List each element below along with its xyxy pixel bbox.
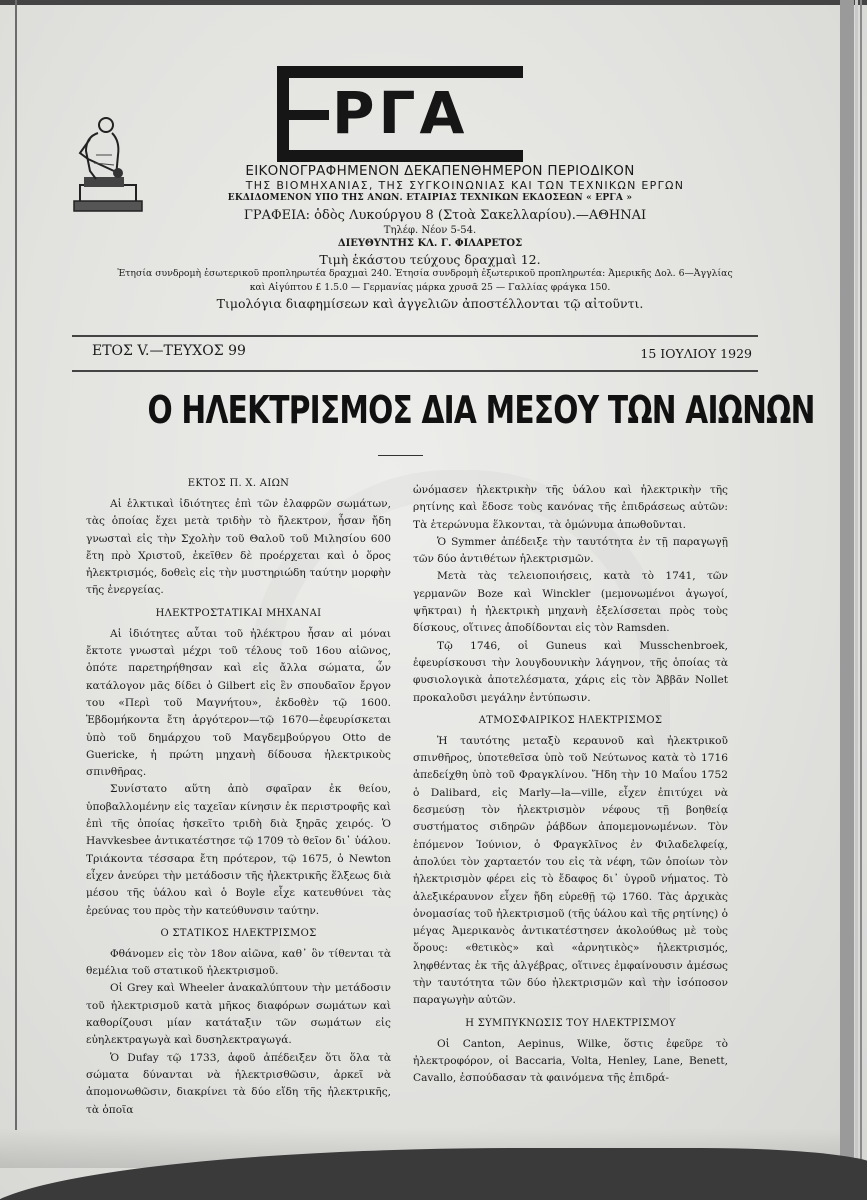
book-spine-edge-highlight [855,0,858,1200]
issue-bar-bottom-rule [72,370,758,372]
masthead-offices: ΓΡΑΦΕΙΑ: ὁδὸς Λυκούργου 8 (Στοὰ Σακελλαρίου).—ΑΘΗΝΑΙ [243,208,647,223]
section-heading: Η ΣΥΜΠΥΚΝΩΣΙΣ ΤΟΥ ΗΛΕΚΤΡΙΣΜΟΥ [465,1017,676,1029]
section-heading: ΗΛΕΚΤΡΟΣΤΑΤΙΚΑΙ ΜΗΧΑΝΑΙ [155,607,322,619]
logo-title: ΡΓΑ [332,79,469,147]
article-left-column [86,470,391,1119]
headline-divider [378,455,423,456]
section-heading: Ο ΣΤΑΤΙΚΟΣ ΗΛΕΚΤΡΙΣΜΟΣ [160,927,317,939]
issue-bar-top-rule [72,335,758,337]
section-heading: ΑΤΜΟΣΦΑΙΡΙΚΟΣ ΗΛΕΚΤΡΙΣΜΟΣ [478,714,663,726]
masthead-publisher: ΕΚΔΙΔΟΜΕΝΟΝ ΥΠΟ ΤΗΣ ΑΝΩΝ. ΕΤΑΙΡΙΑΣ ΤΕΧΝΙΚΩΝ ΕΚΔΟΣΕΩΝ « ΕΡΓΑ » [227,193,633,203]
masthead-scope: ΤΗΣ ΒΙΟΜΗΧΑΝΙΑΣ, ΤΗΣ ΣΥΓΚΟΙΝΩΝΙΑΣ ΚΑΙ ΤΩΝ ΤΕΧΝΙΚΩΝ ΕΡΓΩΝ [245,179,685,192]
masthead-ads-note: Τιμολόγια διαφημίσεων καὶ ἀγγελιῶν ἀποστέλλονται τῷ αἰτοῦντι. [216,296,644,311]
paragraph: Συνίστατο αὕτη ἀπὸ σφαῖραν ἐκ θείου, ὑποβαλλομένην εἰς ταχεῖαν κίνησιν ἐκ περιστροφῆς καὶ ἐπὶ τῆς ὁποίας ἠσκεῖτο τριδὴ διὰ ξηρᾶς χειρός. Ὁ Havvkesbee ἀντικατέστησε τῷ 1709 τὸ θεῖον δι᾽ ὑάλου. Τριάκοντα τέσσαρα ἔτη πρότερον, τῷ 1675, ὁ Newton εἶχεν ἀνεύρει τὴν μετάδοσιν τῆς ἠλεκτρικῆς ἕλξεως διὰ μέσου τῆς ὑάλου καὶ ὁ Boyle εἶχε κατευθύνει τὰς ἐρεύνας του πρὸς τὴν κατεύθυνσιν ταύτην. [86,783,391,917]
section-heading: ΕΚΤΟΣ Π. Χ. ΑΙΩΝ [187,478,290,489]
issue-number: ΕΤΟΣ V.—ΤΕΥΧΟΣ 99 [92,343,246,359]
paragraph: Ὁ Dufay τῷ 1733, ἀφοῦ ἀπέδειξεν ὅτι ὅλα τὰ σώματα δύνανται νὰ ἠλεκτρισθῶσιν, ἀρκεῖ νὰ ἀπομονωθῶσιν, διακρίνει τὰ δύο εἴδη τῆς ἠλεκτρικῆς, τὰ ὁποῖα [86,1051,391,1116]
masthead-director: ΔΙΕΥΘΥΝΤΗΣ ΚΛ. Γ. ΦΙΛΑΡΕΤΟΣ [337,238,523,249]
masthead-price: Τιμὴ ἑκάστου τεύχους δραχμαὶ 12. [319,252,541,267]
paragraph: Οἱ Canton, Aepinus, Wilke, ὅστις ἐφεῦρε τὸ ἠλεκτροφόρον, οἱ Baccaria, Volta, Henley, Lane, Benett, Cavallo, ἐσπούδασαν τὰ φαινόμενα τῆς ἐπιδρά- [413,1037,728,1085]
paragraph: Μετὰ τὰς τελειοποιήσεις, κατὰ τὸ 1741, τῶν γερμανῶν Boze καὶ Winckler (μεμονωμένοι ἀγωγοί, ψῆκτραι) ἡ ἠλεκτρικὴ μηχανὴ ἐξελίσσεται πρὸς τοὺς δίσκους, οἵτινες ἀποδίδονται εἰς τὸν Ramsden. [413,570,728,635]
paragraph: Αἱ ἰδιότητες αὗται τοῦ ἠλέκτρου ἦσαν αἱ μόναι ἔκτοτε γνωσταὶ μέχρι τοῦ τέλους τοῦ 16ου αἰῶνος, ὁπότε παρετηρήθησαν καὶ εἰς ἄλλα σώματα, ὧν κατάλογον μᾶς δίδει ὁ Gilbert εἰς ἓν σπουδαῖον ἔργον του «Περὶ τοῦ Μαγνήτου», ἐκδοθὲν τῷ 1600. Ἑβδομήκοντα ἔτη ἀργότερον—τῷ 1670—ἐφευρίσκεται ὑπὸ τοῦ δημάρχου τοῦ Μαγδεμβούργου Otto de Guericke, ἡ πρώτη μηχανὴ δίδουσα ἠλεκτρικοὺς σπινθῆρας. [86,627,391,779]
page-left-edge [15,0,17,1130]
page-top-edge [0,0,867,5]
paragraph: Αἱ ἑλκτικαὶ ἰδιότητες ἐπὶ τῶν ἐλαφρῶν σωμάτων, τὰς ὁποίας ἔχει μετὰ τριδὴν τὸ ἤλεκτρον, ἦσαν ἤδη γνωσταὶ εἰς τὴν Σχολὴν τοῦ Θαλοῦ τοῦ Μιλησίου 600 ἔτη πρὸ Χριστοῦ, ἐκεῖθεν δὲ προέρχεται καὶ ὁ ὅρος ἠλεκτρισμός, δοθεὶς εἰς τὴν μυστηριώδη ταύτην μορφὴν τῆς ἐνεργείας. [86,498,391,597]
article-right-column [413,482,728,1088]
masthead-subscription-line1: Ἐτησία συνδρομὴ ἐσωτερικοῦ προπληρωτέα δραχμαὶ 240. Ἐτησία συνδρομὴ ἐξωτερικοῦ προπληρωτέα: Ἀμερικῆς Δολ. 6—Ἀγγλίας [117,268,733,279]
paragraph: Ὁ Symmer ἀπέδειξε τὴν ταυτότητα ἐν τῇ παραγωγῇ τῶν δύο ἀντιθέτων ἠλεκτρισμῶν. [413,535,728,566]
paragraph: Τῷ 1746, οἱ Guneus καὶ Musschenbroek, ἐφευρίσκουσι τὴν λουγδουνικὴν λάγηνον, τῆς ὁποίας τὰ φυσιολογικὰ ἀποτελέσματα, χάρις εἰς τὸν Ἀββᾶν Nollet προκαλοῦσι μεγάλην ἐντύπωσιν. [413,639,728,704]
masthead-phone: Τηλέφ. Νέον 5-54. [383,225,477,236]
book-spine-edge [840,0,854,1200]
paragraph: Φθάνομεν εἰς τὸν 18ον αἰῶνα, καθ᾽ ὃν τίθενται τὰ θεμέλια τοῦ στατικοῦ ἠλεκτρισμοῦ. [86,947,391,978]
book-spine-edge-line [860,0,862,1200]
paragraph: Ἡ ταυτότης μεταξὺ κεραυνοῦ καὶ ἠλεκτρικοῦ σπινθῆρος, ὑποτεθεῖσα ὑπὸ τοῦ Νεύτωνος κατὰ τὸ 1716 ἀπεδείχθη ὑπὸ τοῦ Φραγκλίνου. Ἤδη τὴν 10 Μαΐου 1752 ὁ Dalibard, εἰς Marly—la—ville, εἶχεν ἐπιτύχει νὰ δεσμεύσῃ τὸν ἠλεκτρισμὸν νέφους τῇ βοηθείᾳ συστήματος σιδηρῶν ῥάβδων ἀπομεμονωμένων. Τὸν ἑπόμενον Ἰούνιον, ὁ Φραγκλῖνος ἐν Φιλαδελφείᾳ, ἀπολύει τὸν χαρταετόν του εἰς τὰ νέφη, τῶν ὁποίων τὸν ἠλεκτρισμὸν φέρει εἰς τὸ ἔδαφος δι᾽ ὑγροῦ νήματος. Τὸ ἀλεξικέραυνον εἶχεν ἤδη εὑρεθῇ τῷ 1760. Τὰς ἀρχικὰς ὀνομασίας τοῦ ἠλεκτρισμοῦ (τῆς ὑάλου καὶ τῆς ρητίνης) ὁ μέγας Ἀμερικανὸς ἀντικατέστησεν ἀκολούθως μὲ τοὺς ὅρους: «θετικὸς» καὶ «ἀρνητικὸς» ἠλεκτρισμός, ληφθέντας ἐκ τῆς ἀλγέβρας, οἵτινες ἐμφαίνουσιν ἀμέσως τὴν ταυτότητα τῶν δύο ἠλεκτρισμῶν καὶ τὴν ἰσόποσον παραγωγὴν αὐτῶν. [413,734,728,1007]
article-headline: Ο ΗΛΕΚΤΡΙΣΜΟΣ ΔΙΑ ΜΕΣΟΥ ΤΩΝ ΑΙΩΝΩΝ [147,388,815,432]
issue-date: 15 ΙΟΥΛΙΟΥ 1929 [640,346,752,361]
masthead-subscription-line2: καὶ Αἰγύπτου £ 1.5.0 — Γερμανίας μάρκα χρυσᾶ 25 — Γαλλίας φράγκα 150. [249,282,611,293]
masthead-subtitle: ΕΙΚΟΝΟΓΡΑΦΗΜΕΝΟΝ ΔΕΚΑΠΕΝΘΗΜΕΡΟΝ ΠΕΡΙΟΔΙΚΟΝ [245,163,635,179]
paragraph: Οἱ Grey καὶ Wheeler ἀνακαλύπτουν τὴν μετάδοσιν τοῦ ἠλεκτρισμοῦ κατὰ μῆκος διαφόρων σωμάτων καὶ καθορίζουσι μίαν κατάταξιν τῶν σωμάτων εἰς εὐηλεκτραγωγὰ καὶ δυσηλεκτραγωγά. [86,982,391,1047]
paragraph-continued: ὠνόμασεν ἠλεκτρικὴν τῆς ὑάλου καὶ ἠλεκτρικὴν τῆς ρητίνης καὶ ἔδοσε τοὺς κανόνας τῆς ἐπιδράσεως αὐτῶν: Τὰ ἑτερώνυμα ἕλκονται, τὰ ὁμώνυμα ἀπωθοῦνται. [413,484,728,531]
logo-epsilon-bar [277,110,329,120]
